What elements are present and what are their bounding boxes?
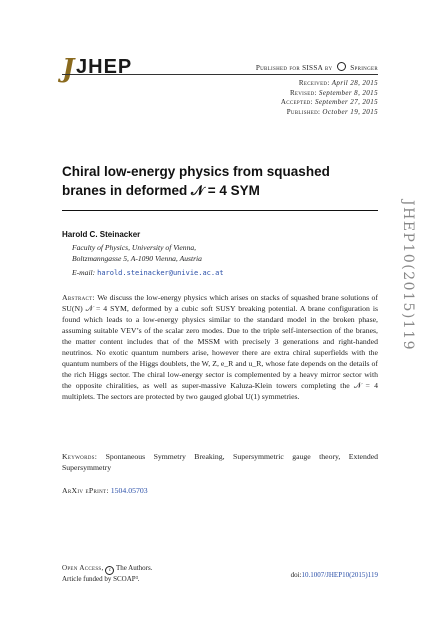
publication-dates: [250, 79, 378, 117]
email-link[interactable]: harold.steinacker@univie.ac.at: [97, 269, 224, 277]
authors-note: The Authors.: [115, 564, 153, 572]
open-access-label: Open Access,: [62, 564, 104, 572]
open-access-line: [62, 564, 153, 575]
date-received: Received: April 28, 2015: [298, 79, 378, 87]
date-revised: Revised: September 8, 2015: [289, 88, 378, 97]
copyright-icon: c: [105, 566, 114, 575]
title-rule: [62, 210, 378, 211]
keywords-text: Spontaneous Symmetry Breaking, Supersymmetric gauge theory, Extended Supersymmetry: [62, 452, 379, 472]
eprint-label: ArXiv ePrint:: [62, 486, 109, 495]
doi-link[interactable]: 10.1007/JHEP10(2015)119: [301, 571, 378, 579]
keywords-label: Keywords:: [62, 452, 98, 461]
publisher-name: Springer: [350, 64, 378, 72]
date-accepted: Accepted: September 27, 2015: [280, 98, 378, 107]
abstract-text: We discuss the low-energy physics which arises on stacks of squashed brane solutions of SU(N) 𝒩 = 4 SYM, deformed by a cubic soft SUSY breaking potential. A brane configuration is found which leads to a low-energy physics similar to the standard model in the broken phase, assuming suitable VEV’s of the scalar zero modes. Due to the triple self-intersection of the branes, the matter content includes that of the MSSM with precisely 3 generations and right-handed neutrinos. No exotic quantum numbers arise, however there are extra chiral superfields with the quantum numbers of the Higgs doublets, the W, Z, e_R and u_R, whose fate depends on the details of the rich Higgs sector. The chiral low-energy sector is complemented by a heavy mirror sector with the opposite chiralities, as well as super-massive Kaluza-Klein towers completing the 𝒩 = 4 multiplets. The sectors are protected by two gauged global U(1) symmetries.: [62, 293, 378, 401]
funding-note: Article funded by SCOAP³.: [62, 575, 140, 583]
paper-title: Chiral low-energy physics from squashed branes in deformed 𝒩 = 4 SYM: [62, 164, 330, 198]
arxiv-eprint: [62, 486, 148, 495]
doi-label: doi:: [290, 571, 302, 579]
date-published: Published: October 19, 2015: [286, 107, 378, 116]
footer-license: [62, 564, 153, 585]
springer-horse-icon: [337, 62, 346, 71]
published-for-text: Published for SISSA by: [255, 64, 333, 72]
affiliation-line: Boltzmanngasse 5, A-1090 Vienna, Austria: [72, 253, 202, 263]
logo-text: JHEP: [76, 56, 133, 78]
publisher-line: [218, 62, 378, 72]
email-label: E-mail:: [72, 268, 96, 277]
author-name: Harold C. Steinacker: [62, 230, 141, 239]
affiliation-line: Faculty of Physics, University of Vienna,: [72, 243, 197, 252]
eprint-link[interactable]: 1504.05703: [110, 486, 148, 495]
abstract: [62, 293, 378, 403]
jhep-logo: [62, 54, 133, 84]
side-journal-stamp: JHEP10(2015)119: [400, 200, 416, 352]
header-rule: [62, 74, 378, 75]
footer-doi: [240, 571, 378, 579]
author-affiliation: [72, 243, 202, 264]
logo-mark: J: [62, 54, 75, 84]
abstract-label: Abstract:: [62, 293, 95, 302]
author-email: [72, 268, 224, 277]
keywords: [62, 452, 378, 474]
